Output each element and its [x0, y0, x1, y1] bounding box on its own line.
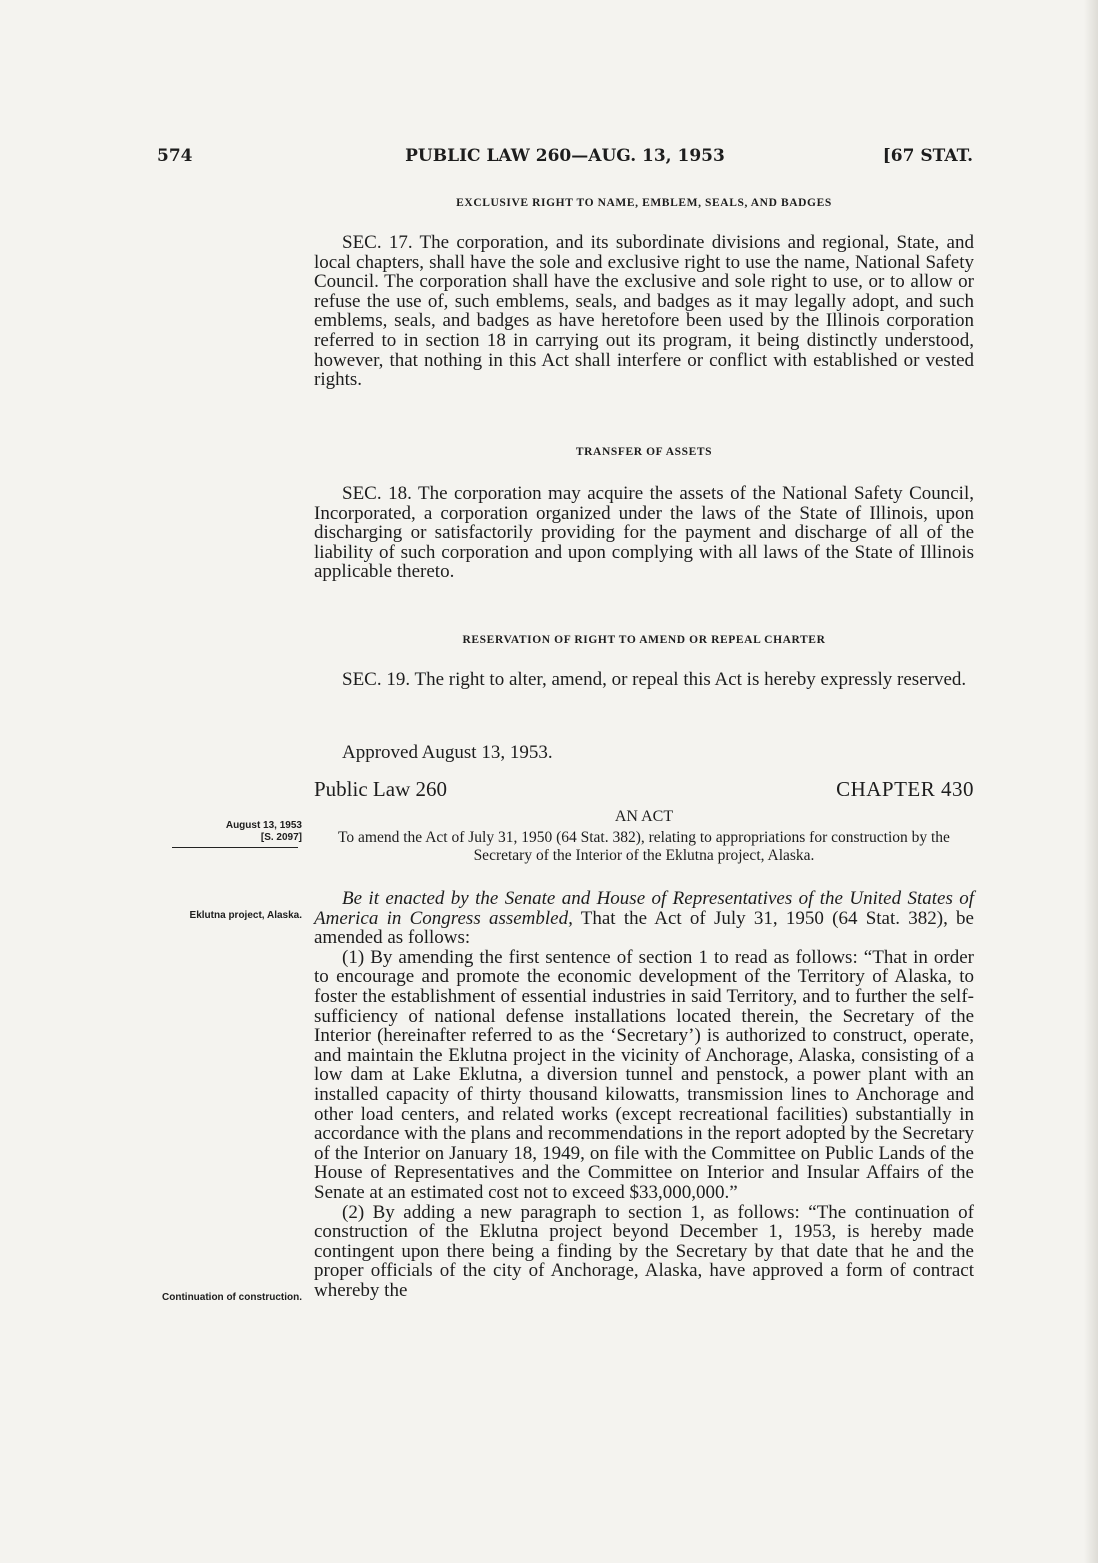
page-edge	[1084, 0, 1098, 1563]
enacting-rest: That the Act of July 31, 1950 (64 Stat. 382), be amended as follows:	[314, 907, 974, 949]
act-purpose: To amend the Act of July 31, 1950 (64 Stat. 382), relating to appropriations for construction by the Secretary of the Interior of the Eklutna project, Alaska.	[338, 829, 950, 864]
paragraph-1: (1) By amending the first sentence of section 1 to read as follows: “That in order to encourage and promote the economic development of the Territory of Alaska, to foster the establishment of essential industries in said Territory, and to further the self-sufficiency of national defense installations located therein, the Secretary of the Interior (hereinafter referred to as the ‘Secretary’) is authorized to construct, operate, and maintain the Eklutna project in the vicinity of Anchorage, Alaska, consisting of a low dam at Lake Eklutna, a diversion tunnel and penstock, a power plant with an installed capacity of thirty thousand kilowatts, transmission lines to Anchorage and other load centers, and related works (except recreational facilities) substantially in accordance with the plans and recommendations in the report adopted by the Secretary of the Interior on January 18, 1949, on file with the Committee on Public Lands of the House of Representatives and the Committee on Interior and Insular Affairs of the Senate at an estimated cost not to exceed $33,000,000.”	[314, 946, 974, 1203]
chapter-number: CHAPTER 430	[836, 777, 974, 801]
section-19	[314, 670, 974, 690]
section-heading-exclusive-right: EXCLUSIVE RIGHT TO NAME, EMBLEM, SEALS, AND BADGES	[456, 197, 832, 209]
margin-note-continuation: Continuation of construction.	[162, 1292, 302, 1303]
margin-rule	[172, 847, 298, 848]
public-law-number: Public Law 260	[314, 777, 447, 801]
page-number: 574	[157, 146, 193, 166]
approval-date: Approved August 13, 1953.	[342, 742, 553, 763]
running-title: PUBLIC LAW 260—AUG. 13, 1953	[405, 146, 725, 166]
statute-reference: [67 STAT.	[882, 146, 973, 166]
section-17	[314, 233, 974, 390]
margin-note-bill: [S. 2097]	[260, 832, 302, 843]
section-17-text: SEC. 17. The corporation, and its subordinate divisions and regional, State, and local chapters, shall have the sole and exclusive right to use the name, National Safety Council. The corporation shall have the exclusive and sole right to use, or to allow or refuse the use of, such emblems, seals, and badges as it may legally adopt, and such emblems, seals, and badges as have heretofore been used by the Illinois corporation referred to in section 18 in carrying out its program, it being distinctly understood, however, that nothing in this Act shall interfere or conflict with established or vested rights.	[314, 232, 974, 391]
paragraph-2: (2) By adding a new paragraph to section 1, as follows: “The continuation of construction of the Eklutna project beyond December 1, 1953, is hereby made contingent upon there being a finding by the Secretary by that date that he and the proper officials of the city of Anchorage, Alaska, have approved a form of contract whereby the	[314, 1201, 974, 1301]
section-heading-transfer-assets: TRANSFER OF ASSETS	[575, 446, 713, 458]
section-18	[314, 484, 974, 582]
an-act-heading: AN ACT	[614, 808, 674, 825]
margin-note-date: August 13, 1953	[225, 820, 302, 831]
enacting-block	[314, 889, 974, 1300]
enacting-clause: Be it enacted by the Senate and House of Representatives of the United States of America in Congress assembled,	[314, 888, 974, 929]
enacting-paragraph	[314, 889, 974, 948]
law-title-line	[314, 777, 974, 803]
running-head	[157, 146, 973, 170]
section-heading-reservation: RESERVATION OF RIGHT TO AMEND OR REPEAL CHARTER	[462, 634, 826, 646]
margin-note-eklutna: Eklutna project, Alaska.	[189, 910, 302, 921]
section-19-text: SEC. 19. The right to alter, amend, or repeal this Act is hereby expressly reserved.	[342, 669, 967, 690]
section-18-text: SEC. 18. The corporation may acquire the assets of the National Safety Council, Incorporated, a corporation organized under the laws of the State of Illinois, upon discharging or satisfactorily providing for the payment and discharge of all of the liability of such corporation and upon complying with all laws of the State of Illinois applicable thereto.	[314, 483, 974, 583]
